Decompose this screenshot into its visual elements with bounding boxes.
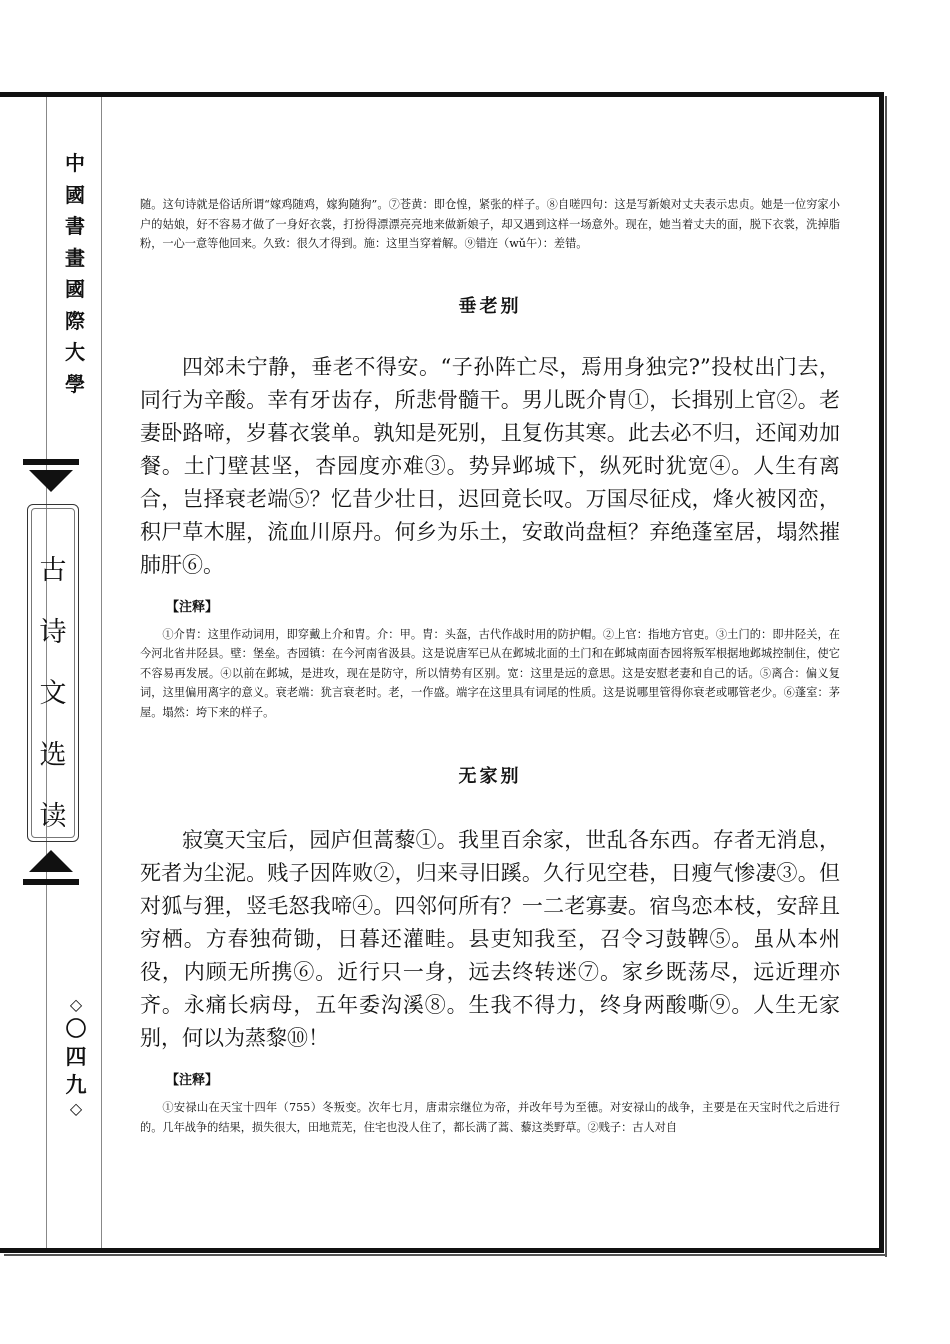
page-number-char: 九 <box>65 1073 87 1097</box>
notes-label: 【注释】 <box>166 599 219 615</box>
institution-char: 中 <box>65 151 85 175</box>
institution-char: 際 <box>65 308 85 333</box>
institution-char: 畫 <box>65 245 85 270</box>
institution-char: 大 <box>65 340 85 364</box>
sidebar-rule-right <box>101 97 102 1248</box>
book-title-char: 古 <box>39 555 67 586</box>
diamond-icon: ◇ <box>69 995 83 1014</box>
book-title-char: 读 <box>39 801 67 832</box>
panel-top-chevron-icon <box>29 470 73 492</box>
institution-char: 書 <box>65 214 85 238</box>
page-number <box>61 995 91 1119</box>
frame-top-border <box>0 92 884 97</box>
continued-notes: 随。这句诗就是俗话所谓“嫁鸡随鸡，嫁狗随狗”。⑦苍黄：即仓惶，紧张的样子。⑧自嗟四句：这是写新娘对丈夫表示忠贞。她是一位穷家小户的姑娘，好不容易才做了一身好衣裳，打扮得漂漂亮亮地来做新娘子，却又遇到这样一场意外。现在，她当着丈夫的面，脱下衣裳，洗掉脂粉，一心一意等他回来。久致：很久才得到。施：这里当穿着解。⑨错迕（wǔ午）：差错。 <box>140 198 840 250</box>
frame-right-shadow <box>885 96 887 1257</box>
frame-bottom-border <box>0 1248 884 1253</box>
book-title <box>34 540 72 848</box>
frame-bottom-shadow <box>4 1254 887 1256</box>
institution-name <box>60 148 90 400</box>
section-title: 垂老别 <box>458 295 522 317</box>
institution-char: 學 <box>65 371 85 396</box>
diamond-icon: ◇ <box>69 1099 83 1118</box>
page-number-char: 〇 <box>65 1017 87 1041</box>
book-title-char: 选 <box>39 739 67 771</box>
poem-text: 四郊未宁静，垂老不得安。“子孙阵亡尽，焉用身独完?”投杖出门去，同行为辛酸。幸有牙齿存，所悲骨髓干。男儿既介胄①，长揖别上官②。老妻卧路啼，岁暮衣裳单。孰知是死别，且复伤其寒。此去必不归，还闻劝加餐。土门壁甚坚，杏园度亦难③。势异邺城下，纵死时犹宽④。人生有离合，岂择衰老端⑤？忆昔少壮日，迟回竟长叹。万国尽征戍，烽火被冈峦，积尸草木腥，流血川原丹。何乡为乐土，安敢尚盘桓？弃绝蓬室居，塌然摧肺肝⑥。 <box>140 354 840 577</box>
notes-text: ①介胄：这里作动词用，即穿戴上介和胄。介：甲。胄：头盔，古代作战时用的防护帽。②上官：指地方官吏。③土门的：即井陉关，在今河北省井陉县。壁：堡垒。杏园镇：在今河南省汲县。这是说唐军已从在邺城北面的土门和在邺城南面杏园将叛军根据地邺城控制住，使它不容易再发展。④以前在邺城，是进攻，现在是防守，所以情势有区别。宽：这里是远的意思。这是安慰老妻和自己的话。⑤离合：偏义复词，这里偏用离字的意义。衰老端：犹言衰老时。老，一作盛。端字在这里具有词尾的性质。这是说哪里管得你衰老或哪管老少。⑥蓬室：茅屋。塌然：垮下来的样子。 <box>140 627 840 719</box>
notes-label: 【注释】 <box>166 1073 219 1088</box>
book-title-char: 文 <box>39 678 67 709</box>
page-number-char: 四 <box>65 1045 87 1069</box>
panel-top-bar <box>23 459 79 465</box>
section-title: 无家别 <box>458 766 522 787</box>
poem-text: 寂寞天宝后，园庐但蒿藜①。我里百余家，世乱各东西。存者无消息，死者为尘泥。贱子因阵败②，归来寻旧蹊。久行见空巷，日瘦气惨凄③。但对狐与狸，竖毛怒我啼④。四邻何所有？一二老寡妻。宿鸟恋本枝，安辞且穷栖。方春独荷锄，日暮还灌畦。县吏知我至，召令习鼓鞞⑤。虽从本州役，内顾无所携⑥。近行只一身，远去终转迷⑦。家乡既荡尽，远近理亦齐。永痛长病母，五年委沟溪⑧。生我不得力，终身两酸嘶⑨。人生无家别，何以为蒸黎⑩！ <box>140 828 840 1050</box>
main-content <box>140 195 840 1137</box>
book-title-char: 诗 <box>39 616 67 648</box>
institution-char: 國 <box>65 182 85 207</box>
institution-char: 國 <box>65 277 85 301</box>
notes-text: ①安禄山在天宝十四年（755）冬叛变。次年七月，唐肃宗继位为帝，并改年号为至德。对安禄山的战争，主要是在天宝时代之后进行的。几年战争的结果，损失很大，田地荒芜，住宅也没人住了，都长满了蒿、藜这类野草。②贱子：古人对自 <box>140 1101 840 1134</box>
panel-bottom-bar <box>23 879 79 885</box>
panel-bottom-chevron-icon <box>29 850 73 872</box>
frame-right-border <box>879 92 884 1253</box>
